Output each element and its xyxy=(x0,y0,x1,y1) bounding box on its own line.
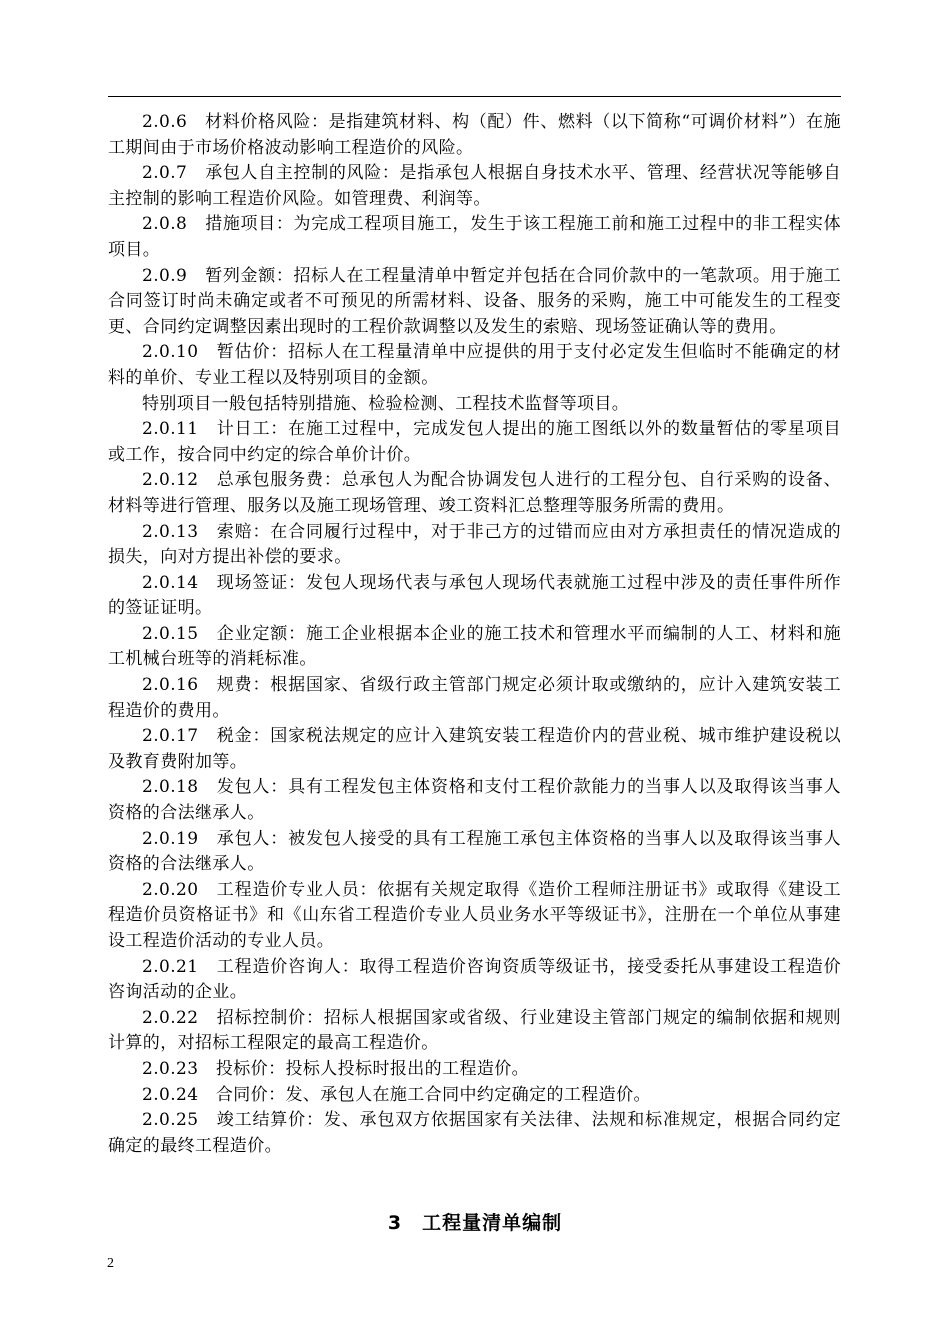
paragraph-2-0-13: 2.0.13 索赔：在合同履行过程中，对于非己方的过错而应由对方承担责任的情况造成的损失，向对方提出补偿的要求。 xyxy=(108,521,841,568)
paragraph-2-0-21: 2.0.21 工程造价咨询人：取得工程造价咨询资质等级证书，接受委托从事建设工程造价咨询活动的企业。 xyxy=(108,956,841,1003)
paragraph-2-0-16: 2.0.16 规费：根据国家、省级行政主管部门规定必须计取或缴纳的，应计入建筑安装工程造价的费用。 xyxy=(108,675,841,721)
paragraph-2-0-17: 2.0.17 税金：国家税法规定的应计入建筑安装工程造价内的营业税、城市维护建设税以及教育费附加等。 xyxy=(108,726,841,772)
paragraph-2-0-10: 2.0.10 暂估价：招标人在工程量清单中应提供的用于支付必定发生但临时不能确定的材料的单价、专业工程以及特别项目的金额。 xyxy=(108,342,841,388)
paragraph-2-0-12: 2.0.12 总承包服务费：总承包人为配合协调发包人进行的工程分包、自行采购的设备、材料等进行管理、服务以及施工现场管理、竣工资料汇总整理等服务所需的费用。 xyxy=(108,470,841,516)
paragraph-2-0-19: 2.0.19 承包人：被发包人接受的具有工程施工承包主体资格的当事人以及取得该当事人资格的合法继承人。 xyxy=(108,828,841,875)
paragraph-2-0-24: 2.0.24 合同价：发、承包人在施工合同中约定确定的工程造价。 xyxy=(142,1084,651,1105)
section-heading: 3 工程量清单编制 xyxy=(387,1212,563,1234)
paragraph-2-0-7: 2.0.7 承包人自主控制的风险：是指承包人根据自身技术水平、管理、经营状况等能够自主控制的影响工程造价风险。如管理费、利润等。 xyxy=(108,163,841,209)
paragraph-2-0-8: 2.0.8 措施项目：为完成工程项目施工，发生于该工程施工前和施工过程中的非工程实体项目。 xyxy=(108,214,841,260)
paragraph-2-0-14: 2.0.14 现场签证：发包人现场代表与承包人现场代表就施工过程中涉及的责任事件所作的签证证明。 xyxy=(108,572,841,619)
paragraph-2-0-6: 2.0.6 材料价格风险：是指建筑材料、构（配）件、燃料（以下简称“可调价材料”）在施工期间由于市场价格波动影响工程造价的风险。 xyxy=(108,112,841,158)
paragraph-2-0-11: 2.0.11 计日工：在施工过程中，完成发包人提出的施工图纸以外的数量暂估的零星项目或工作，按合同中约定的综合单价计价。 xyxy=(108,419,841,465)
header-rule xyxy=(108,96,841,97)
paragraph-2-0-25: 2.0.25 竣工结算价：发、承包双方依据国家有关法律、法规和标准规定，根据合同约定确定的最终工程造价。 xyxy=(108,1110,841,1156)
paragraph-2-0-9: 2.0.9 暂列金额：招标人在工程量清单中暂定并包括在合同价款中的一笔款项。用于施工合同签订时尚未确定或者不可预见的所需材料、设备、服务的采购，施工中可能发生的工程变更、合同约定调整因素出现时的工程价款调整以及发生的索赔、现场签证确认等的费用。 xyxy=(108,265,841,337)
paragraph-2-0-15: 2.0.15 企业定额：施工企业根据本企业的施工技术和管理水平而编制的人工、材料和施工机械台班等的消耗标准。 xyxy=(108,623,841,670)
paragraph-special-items: 特别项目一般包括特别措施、检验检测、工程技术监督等项目。 xyxy=(142,393,630,414)
paragraph-2-0-22: 2.0.22 招标控制价：招标人根据国家或省级、行业建设主管部门规定的编制依据和规则计算的，对招标工程限定的最高工程造价。 xyxy=(108,1007,841,1054)
paragraph-2-0-18: 2.0.18 发包人：具有工程发包主体资格和支付工程价款能力的当事人以及取得该当事人资格的合法继承人。 xyxy=(108,777,841,824)
paragraph-2-0-23: 2.0.23 投标价：投标人投标时报出的工程造价。 xyxy=(142,1058,530,1079)
page-body xyxy=(108,110,841,1159)
paragraph-2-0-20: 2.0.20 工程造价专业人员：依据有关规定取得《造价工程师注册证书》或取得《建设工程造价员资格证书》和《山东省工程造价专业人员业务水平等级证书》，注册在一个单位从事建设工程造价活动的专业人员。 xyxy=(108,879,841,951)
page-number: 2 xyxy=(107,1256,114,1271)
